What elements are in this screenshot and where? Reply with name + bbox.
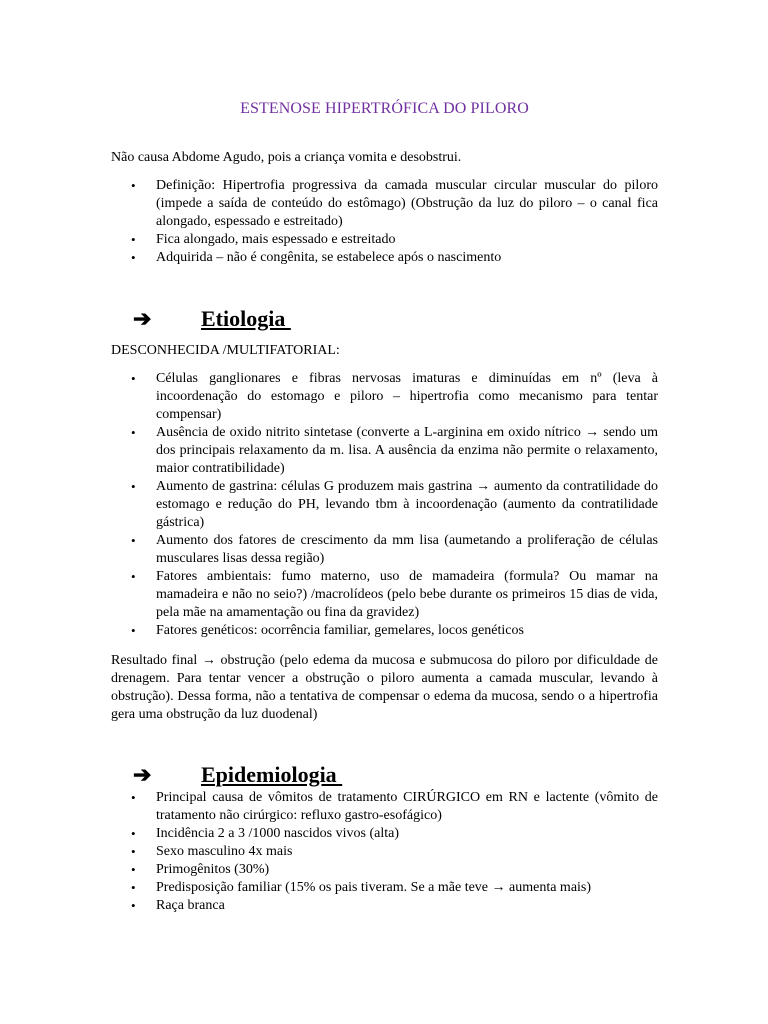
bullet-icon: • — [131, 790, 136, 805]
epidemiologia-block — [111, 789, 658, 915]
bullet-icon: • — [131, 898, 136, 913]
intro-bullet-list — [111, 177, 658, 267]
bullet-icon: • — [131, 533, 136, 548]
epidemiologia-bullet-list — [111, 789, 658, 915]
list-item: • Aumento de gastrina: células G produzem mais gastrina → aumento da contratilidade do estomago e redução do PH, levando tbm à incoordenação (aumento da contratilidade gástrica) — [131, 479, 658, 530]
section-heading-epidemiologia — [111, 760, 658, 790]
arrow-right-icon: ➔ — [133, 762, 152, 787]
intro-paragraph: Não causa Abdome Agudo, pois a criança vomita e desobstrui. — [111, 150, 462, 165]
bullet-icon: • — [131, 425, 136, 440]
list-item: • Definição: Hipertrofia progressiva da camada muscular circular muscular do piloro (impede a saída de conteúdo do estômago) (Obstrução da luz do piloro – o canal fica alongado, espessado e estreitado) — [131, 178, 658, 229]
etiologia-block — [111, 342, 658, 640]
arrow-right-icon: ➔ — [133, 306, 152, 331]
list-item: • Incidência 2 a 3 /1000 nascidos vivos (alta) — [131, 826, 399, 841]
bullet-icon: • — [131, 371, 136, 386]
bullet-icon: • — [131, 826, 136, 841]
list-item: • Sexo masculino 4x mais — [131, 844, 293, 859]
document-title: ESTENOSE HIPERTRÓFICA DO PILORO — [240, 100, 529, 117]
section-title: Epidemiologia — [201, 762, 343, 787]
bullet-icon: • — [131, 479, 136, 494]
result-block — [111, 652, 658, 724]
bullet-icon: • — [131, 623, 136, 638]
list-item: • Fatores genéticos: ocorrência familiar, gemelares, locos genéticos — [131, 623, 524, 638]
bullet-icon: • — [131, 250, 136, 265]
section-heading-etiologia — [111, 304, 658, 334]
section-lead: DESCONHECIDA /MULTIFATORIAL: — [111, 343, 340, 358]
section-title: Etiologia — [201, 306, 291, 331]
bullet-icon: • — [131, 880, 136, 895]
list-item: • Primogênitos (30%) — [131, 862, 270, 877]
list-item: • Aumento dos fatores de crescimento da mm lisa (aumetando a proliferação de células musculares lisas dessa região) — [131, 533, 658, 566]
bullet-icon: • — [131, 862, 136, 877]
list-item: • Adquirida – não é congênita, se estabelece após o nascimento — [131, 250, 502, 265]
list-item: • Fatores ambientais: fumo materno, uso de mamadeira (formula? Ou mamar na mamadeira e não no seio?) /macrolídeos (pelo bebe durante os primeiros 15 dias de vida, pela mãe na amamentação ou fina da gravidez) — [131, 569, 658, 620]
bullet-icon: • — [131, 844, 136, 859]
list-item: • Raça branca — [131, 898, 225, 913]
list-item: • Ausência de oxido nitrito sintetase (converte a L-arginina em oxido nítrico → sendo um dos principais relaxamento da m. lisa. A ausência da enzima não permite o relaxamento, maior contratibilidade) — [131, 425, 658, 476]
list-item: • Principal causa de vômitos de tratamento CIRÚRGICO em RN e lactente (vômito de tratamento não cirúrgico: refluxo gastro-esofágico) — [131, 790, 658, 823]
list-item: • Fica alongado, mais espessado e estreitado — [131, 232, 396, 247]
bullet-icon: • — [131, 178, 136, 193]
result-paragraph: Resultado final → obstrução (pelo edema da mucosa e submucosa do piloro por dificuldade de drenagem. Para tentar vencer a obstrução o piloro aumenta a camada muscular, levando à obstrução). Dessa forma, não a tentativa de compensar o edema da mucosa, sendo o a hipertrofia gera uma obstrução da luz duodenal) — [111, 653, 658, 722]
bullet-icon: • — [131, 232, 136, 247]
list-item: • Predisposição familiar (15% os pais tiveram. Se a mãe teve → aumenta mais) — [131, 880, 592, 895]
etiologia-bullet-list — [111, 370, 658, 640]
intro-block — [111, 149, 658, 267]
bullet-icon: • — [131, 569, 136, 584]
list-item: • Células ganglionares e fibras nervosas imaturas e diminuídas em nº (leva à incoordenação do estomago e piloro – hipertrofia como mecanismo para tentar compensar) — [131, 371, 658, 422]
